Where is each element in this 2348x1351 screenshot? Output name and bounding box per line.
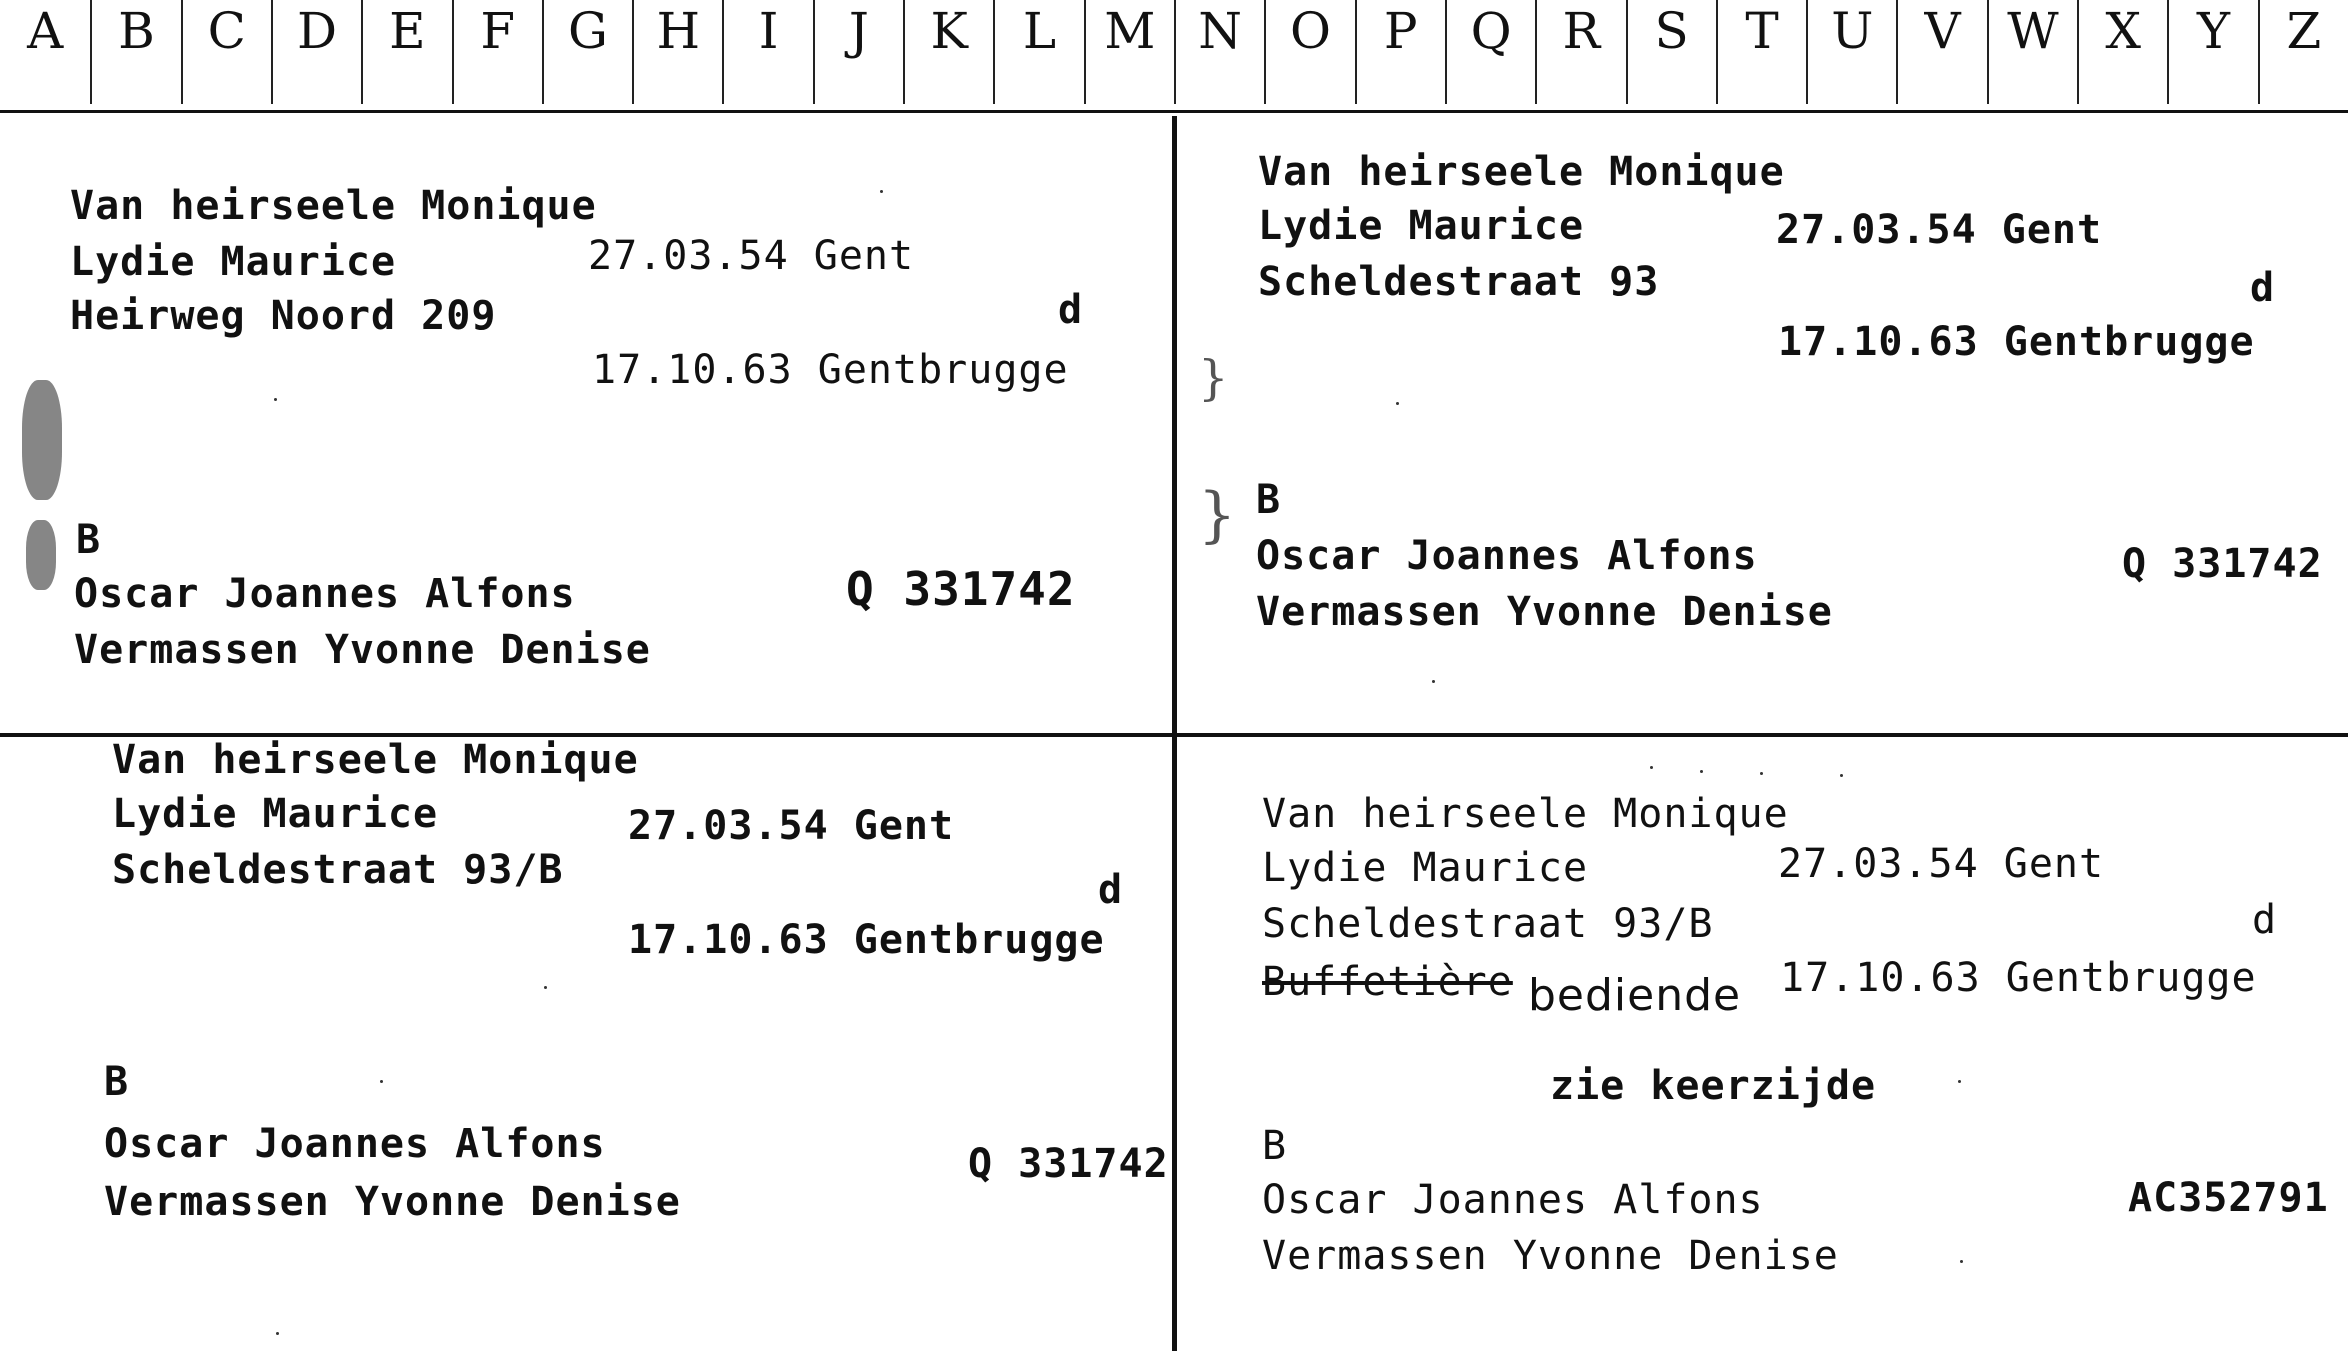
speck [544,986,547,989]
speck [1432,680,1435,683]
alphabet-tab-u[interactable]: U [1806,0,1896,104]
card-marker: d [2250,265,2276,311]
card-father: Oscar Joannes Alfons [74,571,576,617]
speck [274,398,277,401]
card-category: B [76,517,102,563]
card-date2: 17.10.63 Gentbrugge [1780,955,2257,1001]
card-father: Oscar Joannes Alfons [104,1121,606,1167]
alphabet-index-strip [0,0,2348,113]
card-category: B [104,1059,130,1105]
alphabet-tab-d[interactable]: D [271,0,361,104]
alphabet-tab-p[interactable]: P [1355,0,1445,104]
speck [1650,766,1653,769]
card-given-names: Lydie Maurice [1258,203,1585,249]
bracket-mark: } [1198,480,1237,550]
alphabet-tab-q[interactable]: Q [1445,0,1535,104]
card-name: Van heirseele Monique [112,737,639,783]
card-date2: 17.10.63 Gentbrugge [592,347,1069,393]
alphabet-tab-b[interactable]: B [90,0,180,104]
card-birth: 27.03.54 Gent [1778,841,2105,887]
card-date2: 17.10.63 Gentbrugge [1778,319,2255,365]
card-mother: Vermassen Yvonne Denise [74,627,651,673]
card-birth: 27.03.54 Gent [588,233,915,279]
alphabet-tab-t[interactable]: T [1716,0,1806,104]
card-number: Q 331742 [846,562,1076,616]
alphabet-tab-k[interactable]: K [903,0,993,104]
alphabet-tab-g[interactable]: G [542,0,632,104]
alphabet-tab-r[interactable]: R [1535,0,1625,104]
card-number: Q 331742 [968,1141,1169,1187]
card-mother: Vermassen Yvonne Denise [104,1179,681,1225]
card-father: Oscar Joannes Alfons [1256,533,1758,579]
card-given-names: Lydie Maurice [70,239,397,285]
card-given-names: Lydie Maurice [112,791,439,837]
alphabet-tab-o[interactable]: O [1264,0,1354,104]
alphabet-tab-c[interactable]: C [181,0,271,104]
alphabet-tab-e[interactable]: E [361,0,451,104]
card-father: Oscar Joannes Alfons [1262,1177,1764,1223]
alphabet-tab-a[interactable]: A [27,2,64,60]
card-name: Van heirseele Monique [1262,791,1789,837]
alphabet-tab-i[interactable]: I [722,0,812,104]
card-mother: Vermassen Yvonne Denise [1256,589,1833,635]
card-number: Q 331742 [2122,541,2323,587]
speck [1960,1260,1963,1263]
speck [1760,772,1763,775]
card-address: Scheldestraat 93/B [112,847,564,893]
card-address: Heirweg Noord 209 [70,293,497,339]
card-category: B [1262,1123,1288,1169]
alphabet-tab-v[interactable]: V [1896,0,1986,104]
card-address: Scheldestraat 93/B [1262,901,1714,947]
card-mother: Vermassen Yvonne Denise [1262,1233,1839,1279]
card-marker: d [1098,867,1124,913]
speck [880,190,883,193]
card-given-names: Lydie Maurice [1262,845,1589,891]
speck [380,1080,383,1083]
card-name: Van heirseele Monique [70,183,597,229]
bracket-mark: } [1198,350,1229,406]
card-name: Van heirseele Monique [1258,149,1785,195]
alphabet-tab-j[interactable]: J [813,0,903,104]
speck [1396,402,1399,405]
card-marker: d [1058,287,1084,333]
card-category: B [1256,477,1282,523]
card-occupation: bediende [1528,970,1742,1021]
alphabet-tab-n[interactable]: N [1174,0,1264,104]
card-birth: 27.03.54 Gent [1776,207,2103,253]
card-occupation-struck: Buffetière [1262,959,1513,1005]
card-address: Scheldestraat 93 [1258,259,1660,305]
speck [1958,1080,1961,1083]
alphabet-tab-y[interactable]: Y [2167,0,2257,104]
alphabet-tab-h[interactable]: H [632,0,722,104]
ink-smudge [26,520,56,590]
alphabet-tab-x[interactable]: X [2077,0,2167,104]
card-date2: 17.10.63 Gentbrugge [628,917,1105,963]
alphabet-tab-m[interactable]: M [1084,0,1174,104]
speck [276,1332,279,1335]
card-birth: 27.03.54 Gent [628,803,955,849]
speck [1840,774,1843,777]
alphabet-tab-f[interactable]: F [452,0,542,104]
alphabet-tab-s[interactable]: S [1626,0,1716,104]
alphabet-tab-w[interactable]: W [1987,0,2077,104]
card-number: AC352791 [2128,1175,2329,1221]
speck [1700,770,1703,773]
alphabet-tab-z[interactable]: Z [2258,0,2348,104]
alphabet-tab-l[interactable]: L [993,0,1083,104]
ink-smudge [22,380,62,500]
card-marker: d [2252,897,2278,943]
card-note: zie keerzijde [1550,1063,1877,1109]
